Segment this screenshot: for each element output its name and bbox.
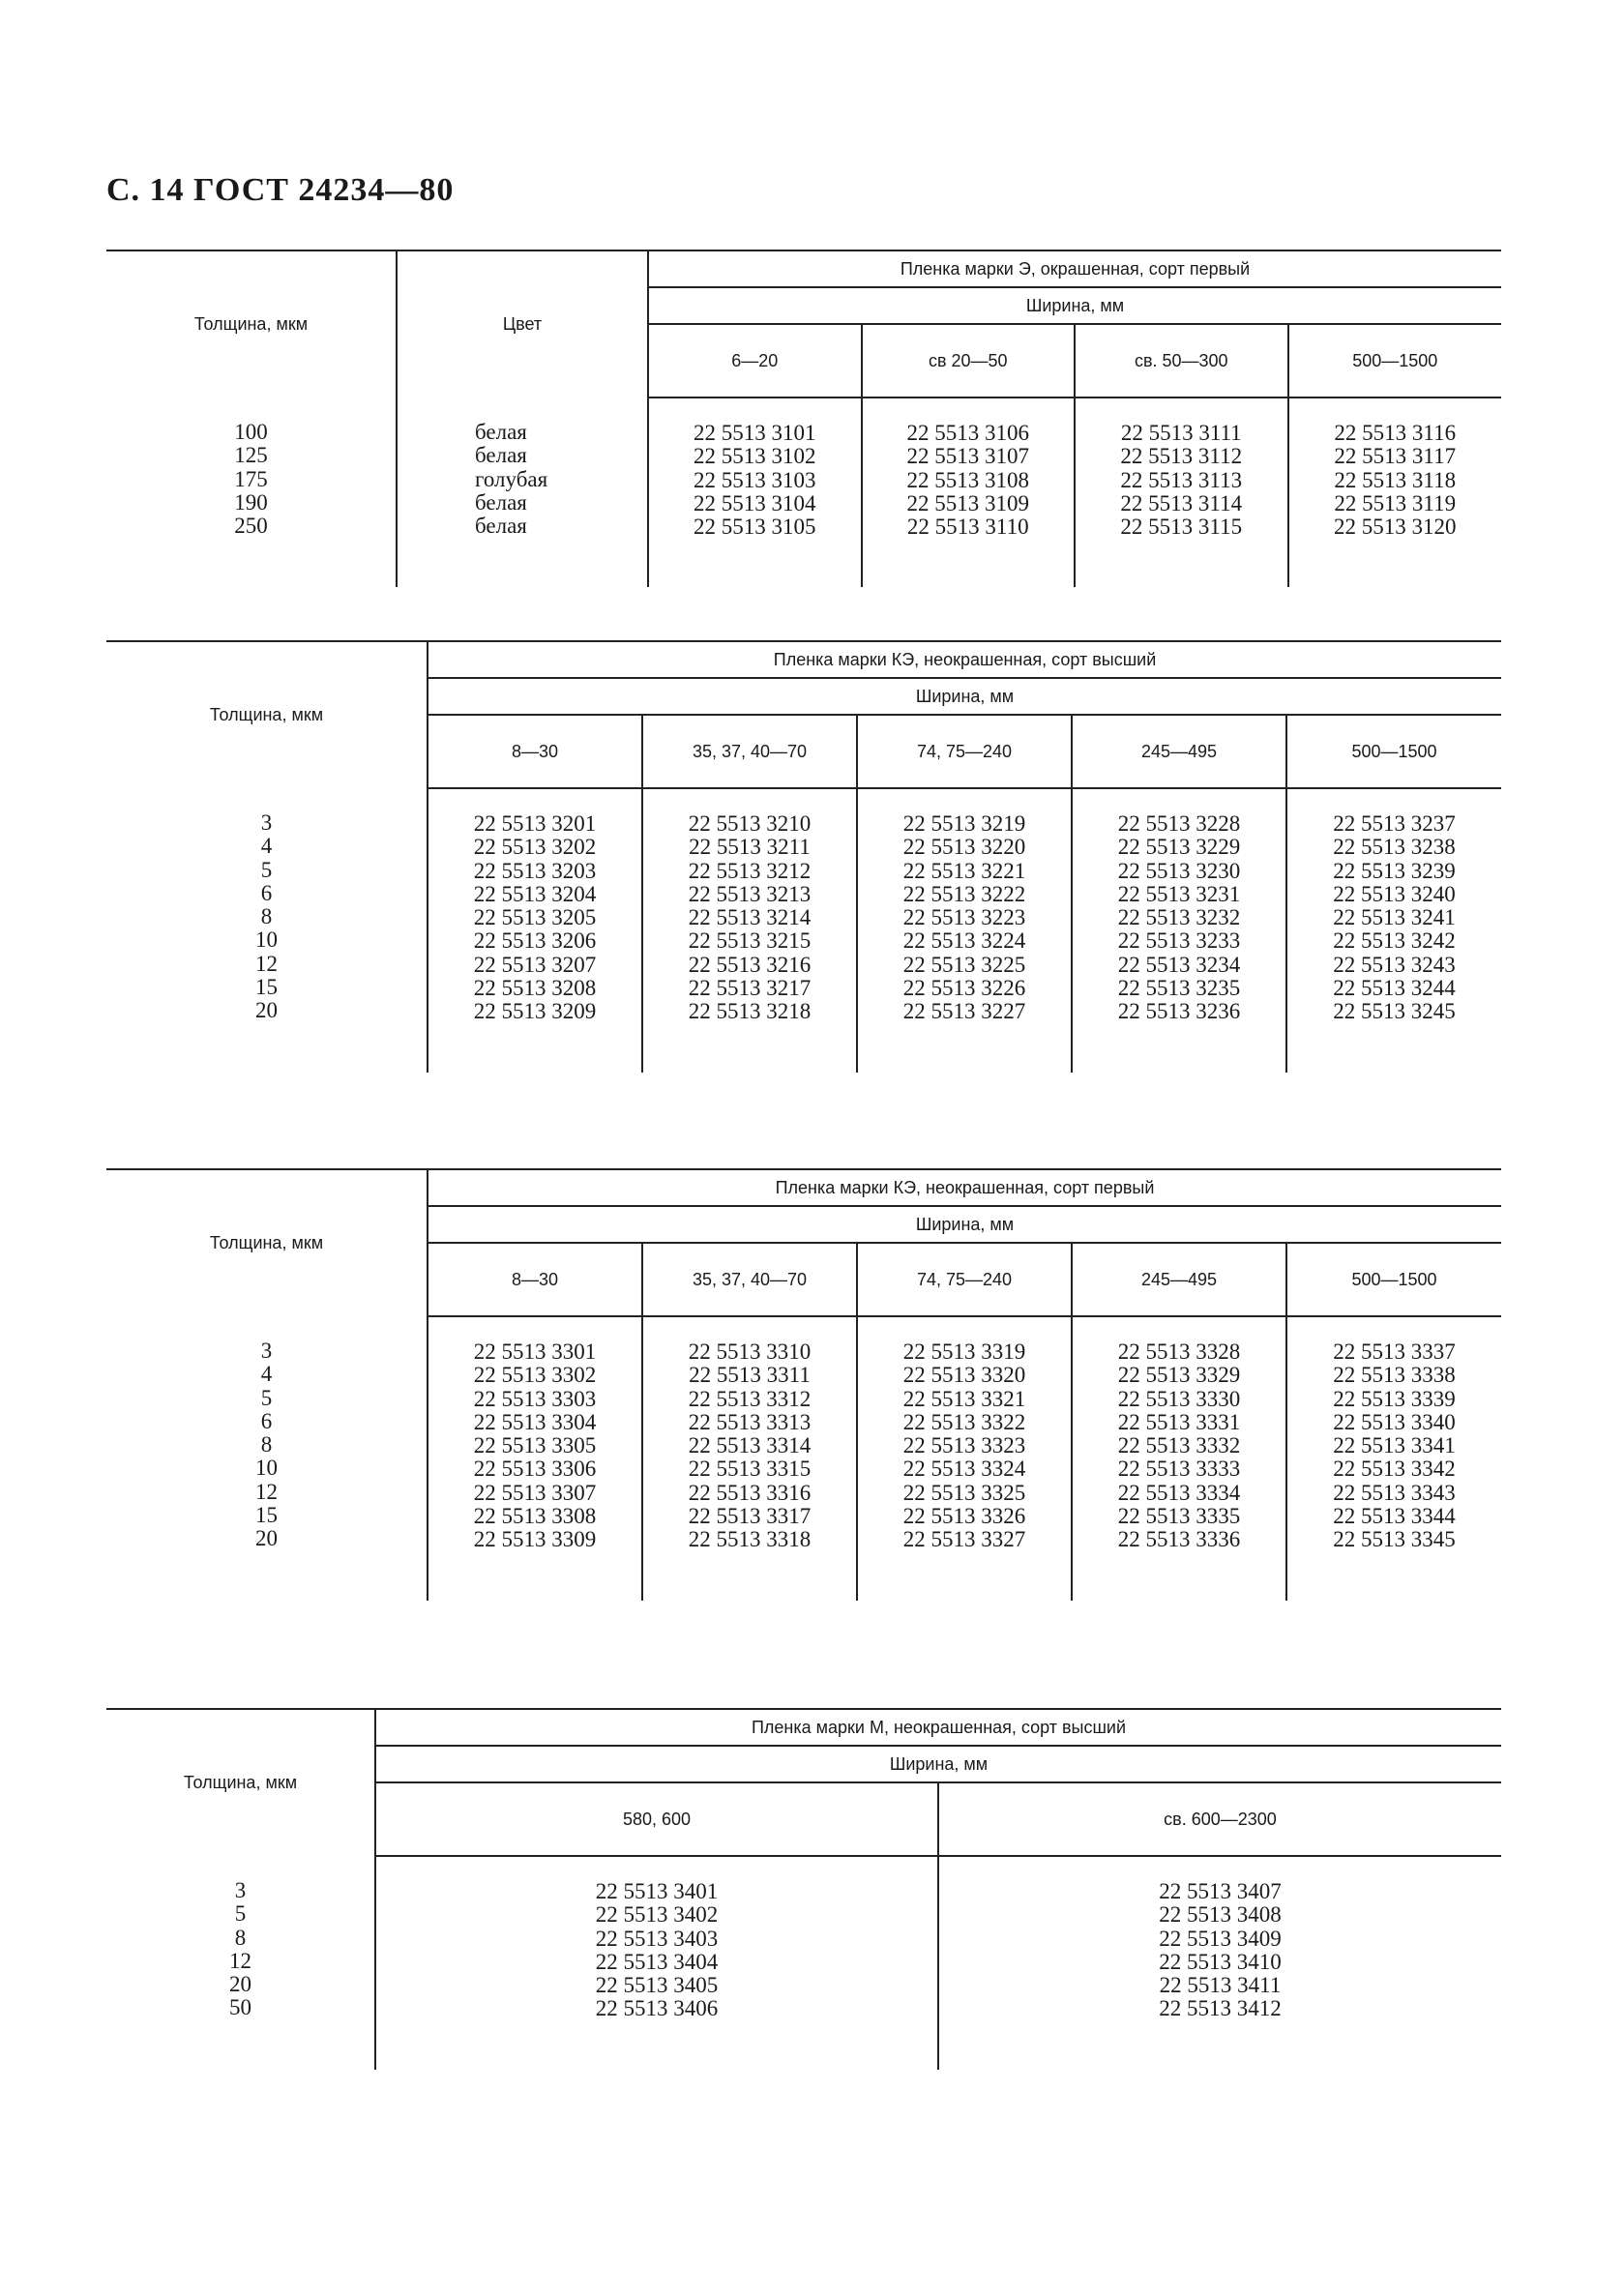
table-film-e-colored-first [106,250,1501,587]
group-title: Пленка марки Э, окрашенная, сорт первый [648,250,1501,287]
thickness-values: 3 4 5 6 8 10 12 15 20 [106,1316,428,1601]
code-column: 22 5513 3319 22 5513 3320 22 5513 3321 22 5513 3322 22 5513 3323 22 5513 3324 22 5513 3325 22 5513 3326 22 5513 3327 [857,1316,1072,1601]
code-column: 22 5513 3407 22 5513 3408 22 5513 3409 22 5513 3410 22 5513 3411 22 5513 3412 [1159,1879,1282,2021]
column-header: 74, 75—240 [857,1243,1072,1316]
width-label: Ширина, мм [648,287,1501,324]
code-column: 22 5513 3201 22 5513 3202 22 5513 3203 22 5513 3204 22 5513 3205 22 5513 3206 22 5513 3207 22 5513 3208 22 5513 3209 [428,788,642,1073]
width-label: Ширина, мм [428,678,1501,715]
thickness-header: Толщина, мкм [106,641,428,788]
code-column: 22 5513 3111 22 5513 3112 22 5513 3113 22 5513 3114 22 5513 3115 [1075,397,1288,587]
code-column: 22 5513 3237 22 5513 3238 22 5513 3239 22 5513 3240 22 5513 3241 22 5513 3242 22 5513 3243 22 5513 3244 22 5513 3245 [1333,811,1456,1024]
code-column: 22 5513 3210 22 5513 3211 22 5513 3212 22 5513 3213 22 5513 3214 22 5513 3215 22 5513 3216 22 5513 3217 22 5513 3218 [642,788,857,1073]
code-column: 22 5513 3310 22 5513 3311 22 5513 3312 22 5513 3313 22 5513 3314 22 5513 3315 22 5513 3316 22 5513 3317 22 5513 3318 [642,1316,857,1601]
width-label: Ширина, мм [375,1746,1501,1782]
thickness-values: 3 4 5 6 8 10 12 15 20 [106,788,428,1073]
column-header: 500—1500 [1288,324,1502,397]
column-header: 6—20 [648,324,862,397]
thickness-values: 100 125 175 190 250 [106,397,397,587]
group-title: Пленка марки М, неокрашенная, сорт высший [375,1709,1501,1746]
table-row [106,788,1501,1073]
table-row [106,1856,1501,2070]
column-header: 500—1500 [1286,715,1501,788]
table-row [106,397,1501,587]
group-title: Пленка марки КЭ, неокрашенная, сорт высший [428,641,1501,678]
code-column: 22 5513 3219 22 5513 3220 22 5513 3221 22 5513 3222 22 5513 3223 22 5513 3224 22 5513 3225 22 5513 3226 22 5513 3227 [857,788,1072,1073]
thickness-header: Толщина, мкм [106,250,397,397]
code-column: 22 5513 3101 22 5513 3102 22 5513 3103 22 5513 3104 22 5513 3105 [648,397,862,587]
column-header: 35, 37, 40—70 [642,715,857,788]
code-column: 22 5513 3228 22 5513 3229 22 5513 3230 22 5513 3231 22 5513 3232 22 5513 3233 22 5513 3234 22 5513 3235 22 5513 3236 [1072,788,1286,1073]
table-row [106,1316,1501,1601]
code-column: 22 5513 3116 22 5513 3117 22 5513 3118 22 5513 3119 22 5513 3120 [1334,421,1457,540]
column-header: св. 50—300 [1075,324,1288,397]
column-header: св 20—50 [862,324,1076,397]
table-film-ke-uncolored-highest [106,640,1501,1073]
column-header: 8—30 [428,1243,642,1316]
color-values: белая белая голубая белая белая [397,397,648,587]
column-header: 500—1500 [1286,1243,1501,1316]
group-title: Пленка марки КЭ, неокрашенная, сорт первый [428,1169,1501,1206]
column-header: св. 600—2300 [938,1782,1501,1856]
column-header: 74, 75—240 [857,715,1072,788]
code-column: 22 5513 3401 22 5513 3402 22 5513 3403 22 5513 3404 22 5513 3405 22 5513 3406 [375,1856,938,2070]
column-header: 245—495 [1072,1243,1286,1316]
thickness-header: Толщина, мкм [106,1709,375,1856]
code-column: 22 5513 3301 22 5513 3302 22 5513 3303 22 5513 3304 22 5513 3305 22 5513 3306 22 5513 3307 22 5513 3308 22 5513 3309 [428,1316,642,1601]
table-film-m-uncolored-highest [106,1708,1501,2070]
thickness-header: Толщина, мкм [106,1169,428,1316]
thickness-values: 3 5 8 12 20 50 [106,1856,375,2070]
table-film-ke-uncolored-first [106,1168,1501,1601]
column-header: 245—495 [1072,715,1286,788]
page-header: С. 14 ГОСТ 24234—80 [106,172,455,208]
width-label: Ширина, мм [428,1206,1501,1243]
code-column: 22 5513 3328 22 5513 3329 22 5513 3330 22 5513 3331 22 5513 3332 22 5513 3333 22 5513 3334 22 5513 3335 22 5513 3336 [1072,1316,1286,1601]
column-header: 580, 600 [375,1782,938,1856]
color-header: Цвет [397,250,648,397]
code-column: 22 5513 3106 22 5513 3107 22 5513 3108 22 5513 3109 22 5513 3110 [862,397,1076,587]
column-header: 35, 37, 40—70 [642,1243,857,1316]
column-header: 8—30 [428,715,642,788]
code-column: 22 5513 3337 22 5513 3338 22 5513 3339 22 5513 3340 22 5513 3341 22 5513 3342 22 5513 3343 22 5513 3344 22 5513 3345 [1333,1339,1456,1552]
